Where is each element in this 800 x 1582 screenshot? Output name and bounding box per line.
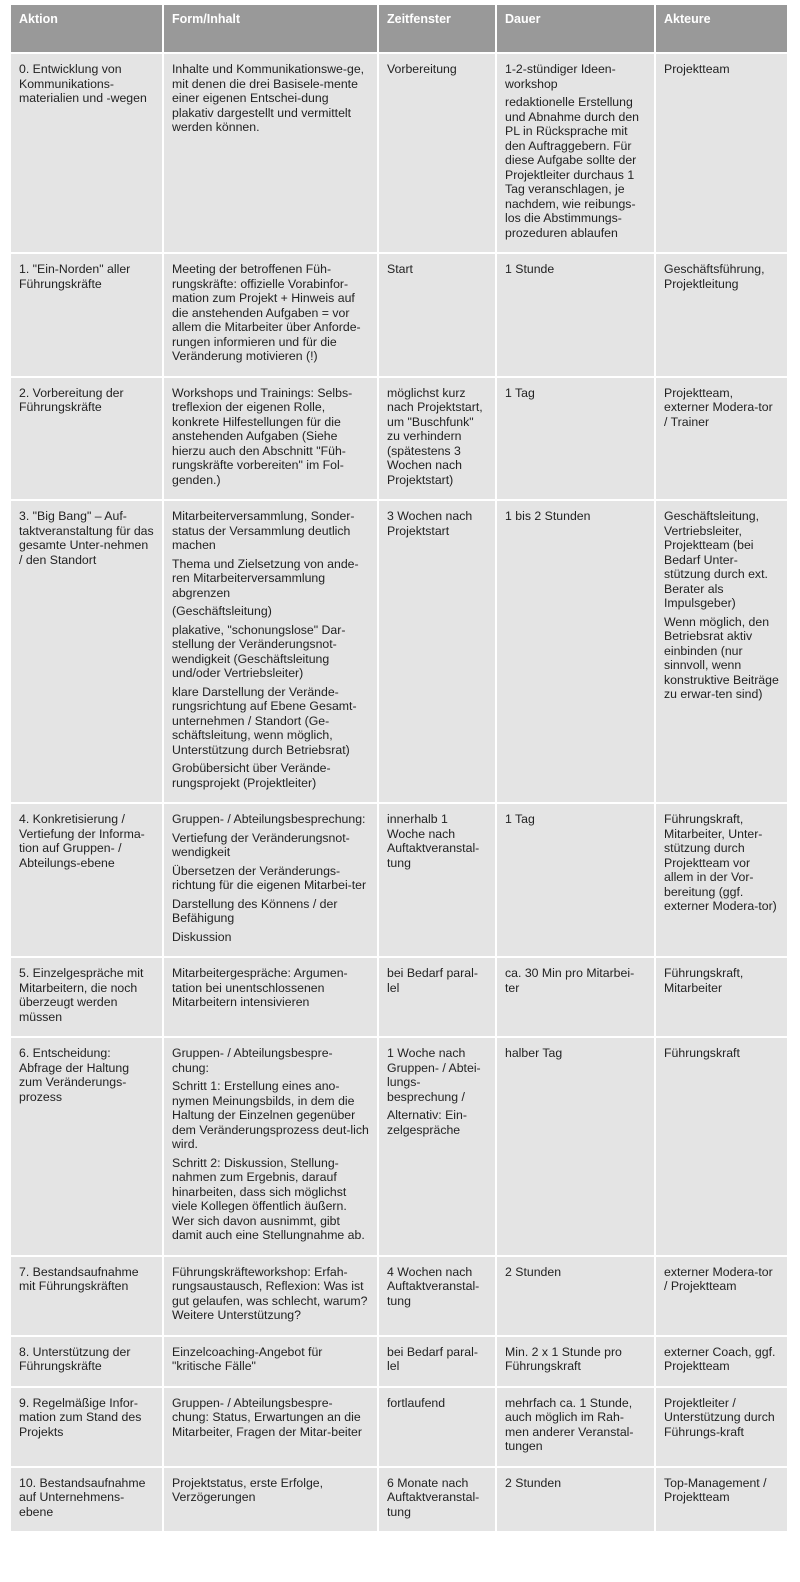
cell-form-inhalt xyxy=(164,254,377,376)
cell-aktion xyxy=(11,1468,162,1532)
cell-akteure xyxy=(656,958,787,1036)
table-row xyxy=(11,1337,787,1386)
header-akteure: Akteure xyxy=(656,5,787,52)
cell-zeitfenster xyxy=(379,1388,495,1466)
cell-akteure xyxy=(656,1468,787,1532)
cell-form-inhalt xyxy=(164,804,377,956)
cell-paragraph: Schritt 1: Erstellung eines ano-nymen Meinungsbilds, in dem die Haltung der Einzelnen gegenüber dem Veränderungsprozess deut-lich wird. xyxy=(172,1079,369,1151)
cell-paragraph: fortlaufend xyxy=(387,1395,446,1410)
cell-paragraph: 6. Entscheidung: Abfrage der Haltung zum Veränderungs-prozess xyxy=(19,1046,130,1104)
cell-paragraph: Start xyxy=(387,262,413,276)
cell-paragraph: Projektteam xyxy=(664,62,730,76)
cell-paragraph: Führungskraft, Mitarbeiter, Unter-stützung durch Projektteam vor allem in der Vor-bereitung (ggf. externer Modera-tor) xyxy=(664,812,777,913)
header-zeitfenster: Zeitfenster xyxy=(379,5,495,52)
cell-akteure xyxy=(656,804,787,956)
cell-dauer xyxy=(497,958,654,1036)
cell-paragraph: Grobübersicht über Verände-rungsprojekt (Projektleiter) xyxy=(172,761,331,790)
cell-dauer xyxy=(497,378,654,500)
cell-paragraph: Vertiefung der Veränderungsnot-wendigkeit xyxy=(172,830,350,859)
cell-paragraph: 4. Konkretisierung / Vertiefung der Informa-tion auf Gruppen- / Abteilungs-ebene xyxy=(19,812,145,870)
cell-aktion xyxy=(11,501,162,802)
table-header-row xyxy=(11,5,787,52)
cell-akteure xyxy=(656,254,787,376)
cell-aktion xyxy=(11,378,162,500)
cell-paragraph: Diskussion xyxy=(172,929,232,944)
cell-akteure xyxy=(656,54,787,252)
cell-paragraph: Projektstatus, erste Erfolge, Verzögerungen xyxy=(172,1475,324,1504)
cell-paragraph: (Geschäftsleitung) xyxy=(172,604,272,618)
cell-akteure xyxy=(656,1038,787,1255)
cell-paragraph: Workshops und Trainings: Selbs-treflexion der eigenen Rolle, konkrete Hilfestellungen für die anstehenden Aufgaben (Siehe hierzu auch den Abschnitt "Füh-rungskräfte vorbereiten" im Fol-genden.) xyxy=(172,385,353,487)
cell-paragraph: Vorbereitung xyxy=(387,62,457,76)
cell-paragraph: 2. Vorbereitung der Führungskräfte xyxy=(19,385,124,414)
cell-form-inhalt xyxy=(164,501,377,802)
cell-akteure xyxy=(656,1388,787,1466)
cell-paragraph: 1. "Ein-Norden" aller Führungskräfte xyxy=(19,262,131,291)
cell-zeitfenster xyxy=(379,1468,495,1532)
cell-form-inhalt xyxy=(164,1038,377,1255)
action-plan-table xyxy=(9,3,789,1533)
cell-paragraph: bei Bedarf paral-lel xyxy=(387,966,478,995)
cell-paragraph: Schritt 2: Diskussion, Stellung-nahmen zum Ergebnis, darauf hinarbeiten, dass sich möglichst viele Kollegen öffentlich äußern. Wer sich davon ausnimmt, gibt damit auch eine Stellungnahme ab. xyxy=(172,1155,365,1242)
cell-paragraph: 1 Woche nach Gruppen- / Abtei-lungs-besprechung / xyxy=(387,1046,481,1104)
cell-paragraph: 6 Monate nach Auftaktveranstal-tung xyxy=(387,1475,480,1519)
cell-paragraph: Gruppen- / Abteilungsbesprechung: xyxy=(172,812,366,826)
cell-form-inhalt xyxy=(164,54,377,252)
cell-paragraph: Führungskräfteworkshop: Erfah-rungsaustausch, Reflexion: Was ist gut gelaufen, was schlecht, warum? Weitere Unterstützung? xyxy=(172,1264,368,1322)
cell-zeitfenster xyxy=(379,1337,495,1386)
cell-akteure xyxy=(656,501,787,802)
cell-dauer xyxy=(497,804,654,956)
cell-paragraph: 1-2-stündiger Ideen-workshop xyxy=(505,62,616,91)
cell-zeitfenster xyxy=(379,958,495,1036)
cell-paragraph: klare Darstellung der Verände-rungsrichtung auf Ebene Gesamt-unternehmen / Standort (Ge-schäftsleitung, wenn möglich, Unterstützung durch Betriebsrat) xyxy=(172,684,357,757)
cell-paragraph: 4 Wochen nach Auftaktveranstal-tung xyxy=(387,1264,480,1308)
cell-paragraph: möglichst kurz nach Projektstart, um "Buschfunk" zu verhindern (spätestens 3 Wochen nach Projektstart) xyxy=(387,385,483,487)
table-row xyxy=(11,1388,787,1466)
cell-paragraph: bei Bedarf paral-lel xyxy=(387,1344,478,1373)
cell-paragraph: Gruppen- / Abteilungsbespre-chung: Status, Erwartungen an die Mitarbeiter, Fragen der Mitar-beiter xyxy=(172,1395,362,1439)
cell-zeitfenster xyxy=(379,1257,495,1335)
cell-paragraph: 1 Tag xyxy=(505,812,535,826)
table-body xyxy=(11,54,787,1531)
cell-form-inhalt xyxy=(164,1337,377,1386)
cell-paragraph: Einzelcoaching-Angebot für "kritische Fälle" xyxy=(172,1344,323,1373)
cell-paragraph: Mitarbeiterversammlung, Sonder-status der Versammlung deutlich machen xyxy=(172,509,355,552)
cell-akteure xyxy=(656,1337,787,1386)
table-row xyxy=(11,378,787,500)
cell-paragraph: externer Modera-tor / Projektteam xyxy=(664,1264,773,1293)
cell-paragraph: 8. Unterstützung der Führungskräfte xyxy=(19,1344,131,1373)
cell-akteure xyxy=(656,378,787,500)
cell-aktion xyxy=(11,804,162,956)
cell-form-inhalt xyxy=(164,378,377,500)
cell-dauer xyxy=(497,1337,654,1386)
cell-zeitfenster xyxy=(379,254,495,376)
cell-dauer xyxy=(497,1038,654,1255)
cell-paragraph: innerhalb 1 Woche nach Auftaktveranstal-tung xyxy=(387,812,480,870)
table-row xyxy=(11,804,787,956)
cell-aktion xyxy=(11,254,162,376)
cell-aktion xyxy=(11,54,162,252)
cell-form-inhalt xyxy=(164,1388,377,1466)
cell-paragraph: Gruppen- / Abteilungsbespre-chung: xyxy=(172,1046,333,1075)
table-row xyxy=(11,1468,787,1532)
cell-zeitfenster xyxy=(379,804,495,956)
cell-paragraph: 2 Stunden xyxy=(505,1475,562,1490)
cell-aktion xyxy=(11,1257,162,1335)
cell-form-inhalt xyxy=(164,1257,377,1335)
cell-paragraph: 0. Entwicklung von Kommunikations-materialien und -wegen xyxy=(19,62,147,105)
cell-paragraph: Wenn möglich, den Betriebsrat aktiv einbinden (nur sinnvoll, wenn konstruktive Beiträge zu erwar-ten sind) xyxy=(664,614,779,701)
cell-paragraph: Führungskraft, Mitarbeiter xyxy=(664,966,744,995)
header-aktion: Aktion xyxy=(11,5,162,52)
cell-aktion xyxy=(11,1337,162,1386)
table-row xyxy=(11,254,787,376)
cell-paragraph: Alternativ: Ein-zelgespräche xyxy=(387,1108,467,1137)
cell-form-inhalt xyxy=(164,1468,377,1532)
cell-paragraph: mehrfach ca. 1 Stunde, auch möglich im Rah-men anderer Veranstal-tungen xyxy=(505,1395,634,1453)
cell-paragraph: ca. 30 Min pro Mitarbei-ter xyxy=(505,966,635,995)
cell-dauer xyxy=(497,54,654,252)
cell-paragraph: redaktionelle Erstellung und Abnahme durch den PL in Rücksprache mit den Auftraggebern. Für diese Aufgabe sollte der Projektleiter durchaus 1 Tag veranschlagen, je nachdem, wie reibungs-los die Abstimmungs-prozeduren ablaufen xyxy=(505,95,640,240)
table-row xyxy=(11,501,787,802)
cell-paragraph: Übersetzen der Veränderungs-richtung für die eigenen Mitarbei-ter xyxy=(172,863,367,892)
cell-zeitfenster xyxy=(379,1038,495,1255)
cell-paragraph: 2 Stunden xyxy=(505,1264,562,1279)
cell-zeitfenster xyxy=(379,54,495,252)
cell-paragraph: Mitarbeitergespräche: Argumen-tation bei unentschlossenen Mitarbeitern intensivieren xyxy=(172,966,348,1009)
cell-paragraph: Geschäftsleitung, Vertriebsleiter, Projektteam (bei Bedarf Unter-stützung durch ext. Berater als Impulsgeber) xyxy=(664,509,768,610)
cell-zeitfenster xyxy=(379,378,495,500)
cell-paragraph: Thema und Zielsetzung von ande-ren Mitarbeiterversammlung abgrenzen xyxy=(172,556,359,600)
cell-paragraph: 3 Wochen nach Projektstart xyxy=(387,509,473,538)
cell-paragraph: Projektleiter / Unterstützung durch Führungs-kraft xyxy=(664,1395,775,1439)
cell-paragraph: 1 bis 2 Stunden xyxy=(505,509,591,523)
cell-paragraph: 1 Stunde xyxy=(505,262,555,276)
cell-paragraph: externer Coach, ggf. Projektteam xyxy=(664,1344,776,1373)
cell-paragraph: Top-Management / Projektteam xyxy=(664,1475,767,1504)
cell-paragraph: Projektteam, externer Modera-tor / Trainer xyxy=(664,385,773,429)
cell-paragraph: 1 Tag xyxy=(505,385,535,400)
cell-paragraph: Darstellung des Könnens / der Befähigung xyxy=(172,896,338,925)
cell-dauer xyxy=(497,254,654,376)
cell-paragraph: Geschäftsführung, Projektleitung xyxy=(664,262,765,291)
cell-aktion xyxy=(11,1038,162,1255)
table-row xyxy=(11,1257,787,1335)
table-row xyxy=(11,54,787,252)
cell-paragraph: halber Tag xyxy=(505,1046,563,1060)
table-row xyxy=(11,1038,787,1255)
cell-dauer xyxy=(497,1468,654,1532)
cell-dauer xyxy=(497,501,654,802)
cell-aktion xyxy=(11,1388,162,1466)
cell-akteure xyxy=(656,1257,787,1335)
cell-paragraph: Inhalte und Kommunikationswe-ge, mit denen die drei Basisele-mente einer eigenen Entschei-dung plakativ dargestellt und vermittelt werden können. xyxy=(172,62,365,134)
cell-paragraph: 9. Regelmäßige Infor-mation zum Stand des Projekts xyxy=(19,1395,142,1439)
cell-paragraph: Führungskraft xyxy=(664,1046,740,1060)
cell-paragraph: plakative, "schonungslose" Dar-stellung der Veränderungsnot-wendigkeit (Geschäftsleitung und/oder Vertriebsleiter) xyxy=(172,622,346,680)
cell-paragraph: Meeting der betroffenen Füh-rungskräfte: offizielle Vorabinfor-mation zum Projekt + Hinweis auf die anstehenden Aufgaben = vor allem die Mitarbeiter über Anforde-rungen informieren und für die Veränderung motivieren (!) xyxy=(172,262,361,363)
cell-paragraph: Min. 2 x 1 Stunde pro Führungskraft xyxy=(505,1344,622,1373)
cell-aktion xyxy=(11,958,162,1036)
cell-paragraph: 7. Bestandsaufnahme mit Führungskräften xyxy=(19,1264,139,1293)
cell-paragraph: 10. Bestandsaufnahme auf Unternehmens-ebene xyxy=(19,1475,146,1519)
cell-paragraph: 5. Einzelgespräche mit Mitarbeitern, die noch überzeugt werden müssen xyxy=(19,966,144,1024)
cell-form-inhalt xyxy=(164,958,377,1036)
cell-dauer xyxy=(497,1388,654,1466)
header-form-inhalt: Form/Inhalt xyxy=(164,5,377,52)
cell-paragraph: 3. "Big Bang" – Auf-taktveranstaltung für das gesamte Unter-nehmen / den Standort xyxy=(19,509,154,567)
cell-zeitfenster xyxy=(379,501,495,802)
cell-dauer xyxy=(497,1257,654,1335)
table-row xyxy=(11,958,787,1036)
header-dauer: Dauer xyxy=(497,5,654,52)
